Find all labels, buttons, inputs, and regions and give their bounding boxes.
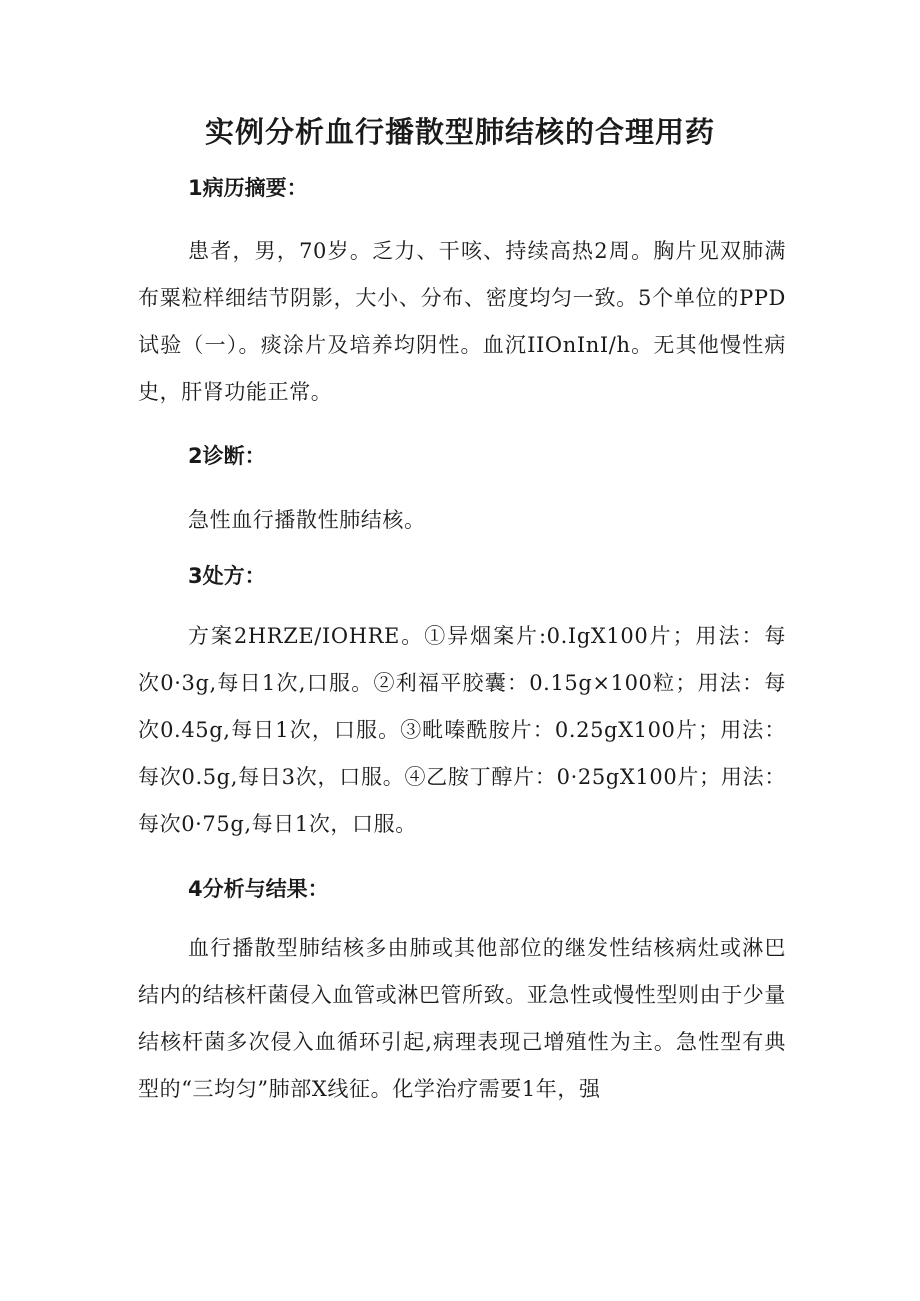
section-body-prescription: 方案2HRZE/IOHRE。①异烟案片:0.IgX100片；用法：每次0·3g,每日1次,口服。②利福平胶囊：0.15g×100粒；用法：每次0.45g,每日1次，口服。③毗嗪酰胺片：0.25gX100片；用法：每次0.5g,每日3次，口服。④乙胺丁醇片：0·25gX100片；用法：每次0·75g,每日1次，口服。 bbox=[138, 624, 786, 836]
section-body-diagnosis: 急性血行播散性肺结核。 bbox=[188, 508, 426, 532]
section-heading-diagnosis: 2诊断： bbox=[188, 444, 266, 468]
section-heading-prescription: 3处方： bbox=[188, 564, 266, 588]
section-heading-analysis: 4分析与结果： bbox=[188, 877, 329, 901]
section-heading-history: 1病历摘要： bbox=[188, 176, 308, 200]
section-body-analysis: 血行播散型肺结核多由肺或其他部位的继发性结核病灶或淋巴结内的结核杆菌侵入血管或淋巴管所致。亚急性或慢性型则由于少量结核杆菌多次侵入血循环引起,病理表现己增殖性为主。急性型有典型的“三均匀”肺部X线征。化学治疗需要1年，强 bbox=[138, 936, 786, 1101]
document-title: 实例分析血行播散型肺结核的合理用药 bbox=[204, 115, 715, 149]
section-body-history: 患者，男，70岁。乏力、干咳、持续高热2周。胸片见双肺满布粟粒样细结节阴影，大小、分布、密度均匀一致。5个单位的PPD试验（一）。痰涂片及培养均阴性。血沉IIOnInI/h。无其他慢性病史，肝肾功能正常。 bbox=[138, 239, 786, 404]
